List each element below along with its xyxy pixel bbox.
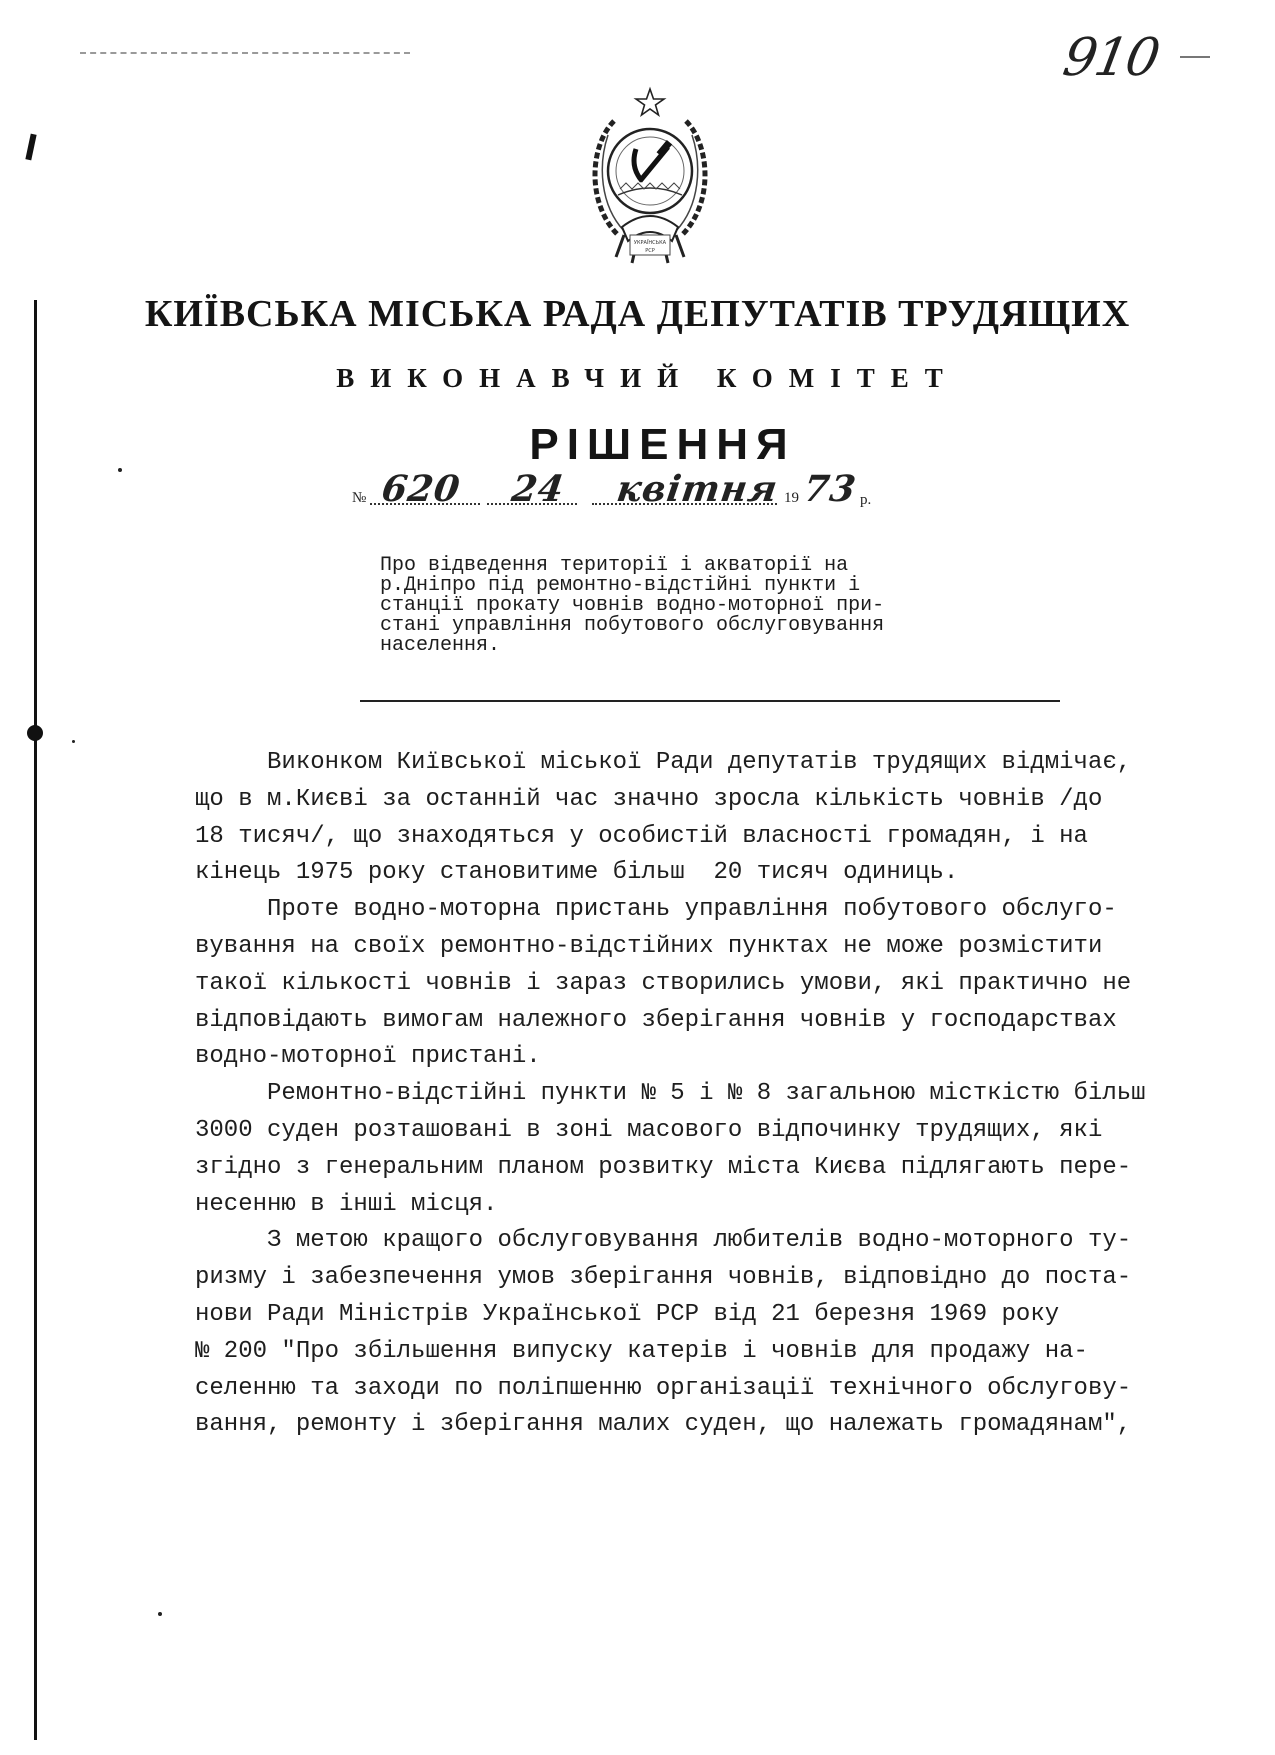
decision-subject: [380, 556, 1080, 656]
body-line: № 200 "Про збільшення випуску катерів і човнів для продажу на-: [195, 1337, 1088, 1365]
folio-number: 910: [1058, 28, 1163, 88]
coat-of-arms-icon: [580, 85, 720, 275]
margin-tick-mark: [25, 134, 36, 161]
year-mark: р.: [860, 492, 872, 508]
body-line: несенню в інші місця.: [195, 1190, 498, 1218]
body-line: нови Ради Міністрів Української РСР від 21 березня 1969 року: [195, 1300, 1060, 1328]
scan-speck: [72, 740, 75, 743]
scan-speck: [158, 1612, 162, 1616]
body-line: згідно з генеральним планом розвитку міста Києва підлягають пере-: [195, 1153, 1132, 1181]
number-prefix: №: [352, 490, 367, 506]
punch-hole-mark: [27, 725, 43, 741]
decision-day: 24: [509, 468, 568, 510]
decision-month: квітня: [614, 468, 781, 510]
body-line: селенню та заходи по поліпшенню організації технічного обслугову-: [195, 1374, 1132, 1402]
year-prefix: 19: [784, 490, 799, 506]
decision-year: 73: [801, 468, 860, 510]
binding-margin-line: [34, 300, 37, 1740]
committee-name: ВИКОНАВЧИЙ КОМІТЕТ: [336, 363, 959, 393]
body-line: 18 тисяч/, що знаходяться у особистій власності громадян, і на: [195, 822, 1088, 850]
subject-line: р.Дніпро під ремонтно-відстійні пункти і: [380, 574, 861, 597]
body-line: вування на своїх ремонтно-відстійних пунктах не може розмістити: [195, 932, 1103, 960]
body-line: Виконком Київської міської Ради депутатів трудящих відмічає,: [195, 749, 1132, 776]
decision-number: 620: [379, 468, 464, 510]
decision-number-date: [352, 468, 882, 518]
scan-dash-line: [80, 52, 410, 54]
council-name: КИЇВСЬКА МІСЬКА РАДА ДЕПУТАТІВ ТРУДЯЩИХ: [144, 293, 1131, 335]
body-line: ризму і забезпечення умов зберігання човнів, відповідно до поста-: [195, 1264, 1132, 1292]
scan-dash-mark: [1180, 56, 1210, 58]
body-line: Ремонтно-відстійні пункти № 5 і № 8 загальною місткістю більш: [195, 1080, 1146, 1108]
subject-underline: [360, 700, 1060, 702]
subject-line: Про відведення території і акваторії на: [380, 554, 849, 577]
emblem-ribbon-text: УКРАЇНСЬКА: [633, 240, 667, 246]
body-line: водно-моторної пристані.: [195, 1043, 541, 1071]
body-line: відповідають вимогам належного зберігання човнів у господарствах: [195, 1006, 1117, 1034]
body-line: 3000 суден розташовані в зоні масового відпочинку трудящих, які: [195, 1116, 1103, 1144]
body-line: З метою кращого обслуговування любителів водно-моторного ту-: [195, 1227, 1132, 1255]
body-line: вання, ремонту і зберігання малих суден, що належать громадянам",: [195, 1411, 1132, 1439]
subject-line: стані управління побутового обслуговування: [380, 614, 885, 637]
decision-body: [195, 745, 1235, 1444]
svg-text:РСР: РСР: [645, 248, 655, 254]
body-line: такої кількості човнів і зараз створились умови, які практично не: [195, 969, 1132, 997]
document-type: РІШЕННЯ: [529, 420, 796, 469]
body-line: Проте водно-моторна пристань управління побутового обслуго-: [195, 896, 1117, 924]
subject-line: населення.: [380, 634, 501, 657]
body-line: що в м.Києві за останній час значно зросла кількість човнів /до: [195, 785, 1103, 813]
body-line: кінець 1975 року становитиме більш 20 тисяч одиниць.: [195, 859, 959, 887]
subject-line: станції прокату човнів водно-моторної при-: [380, 594, 885, 617]
